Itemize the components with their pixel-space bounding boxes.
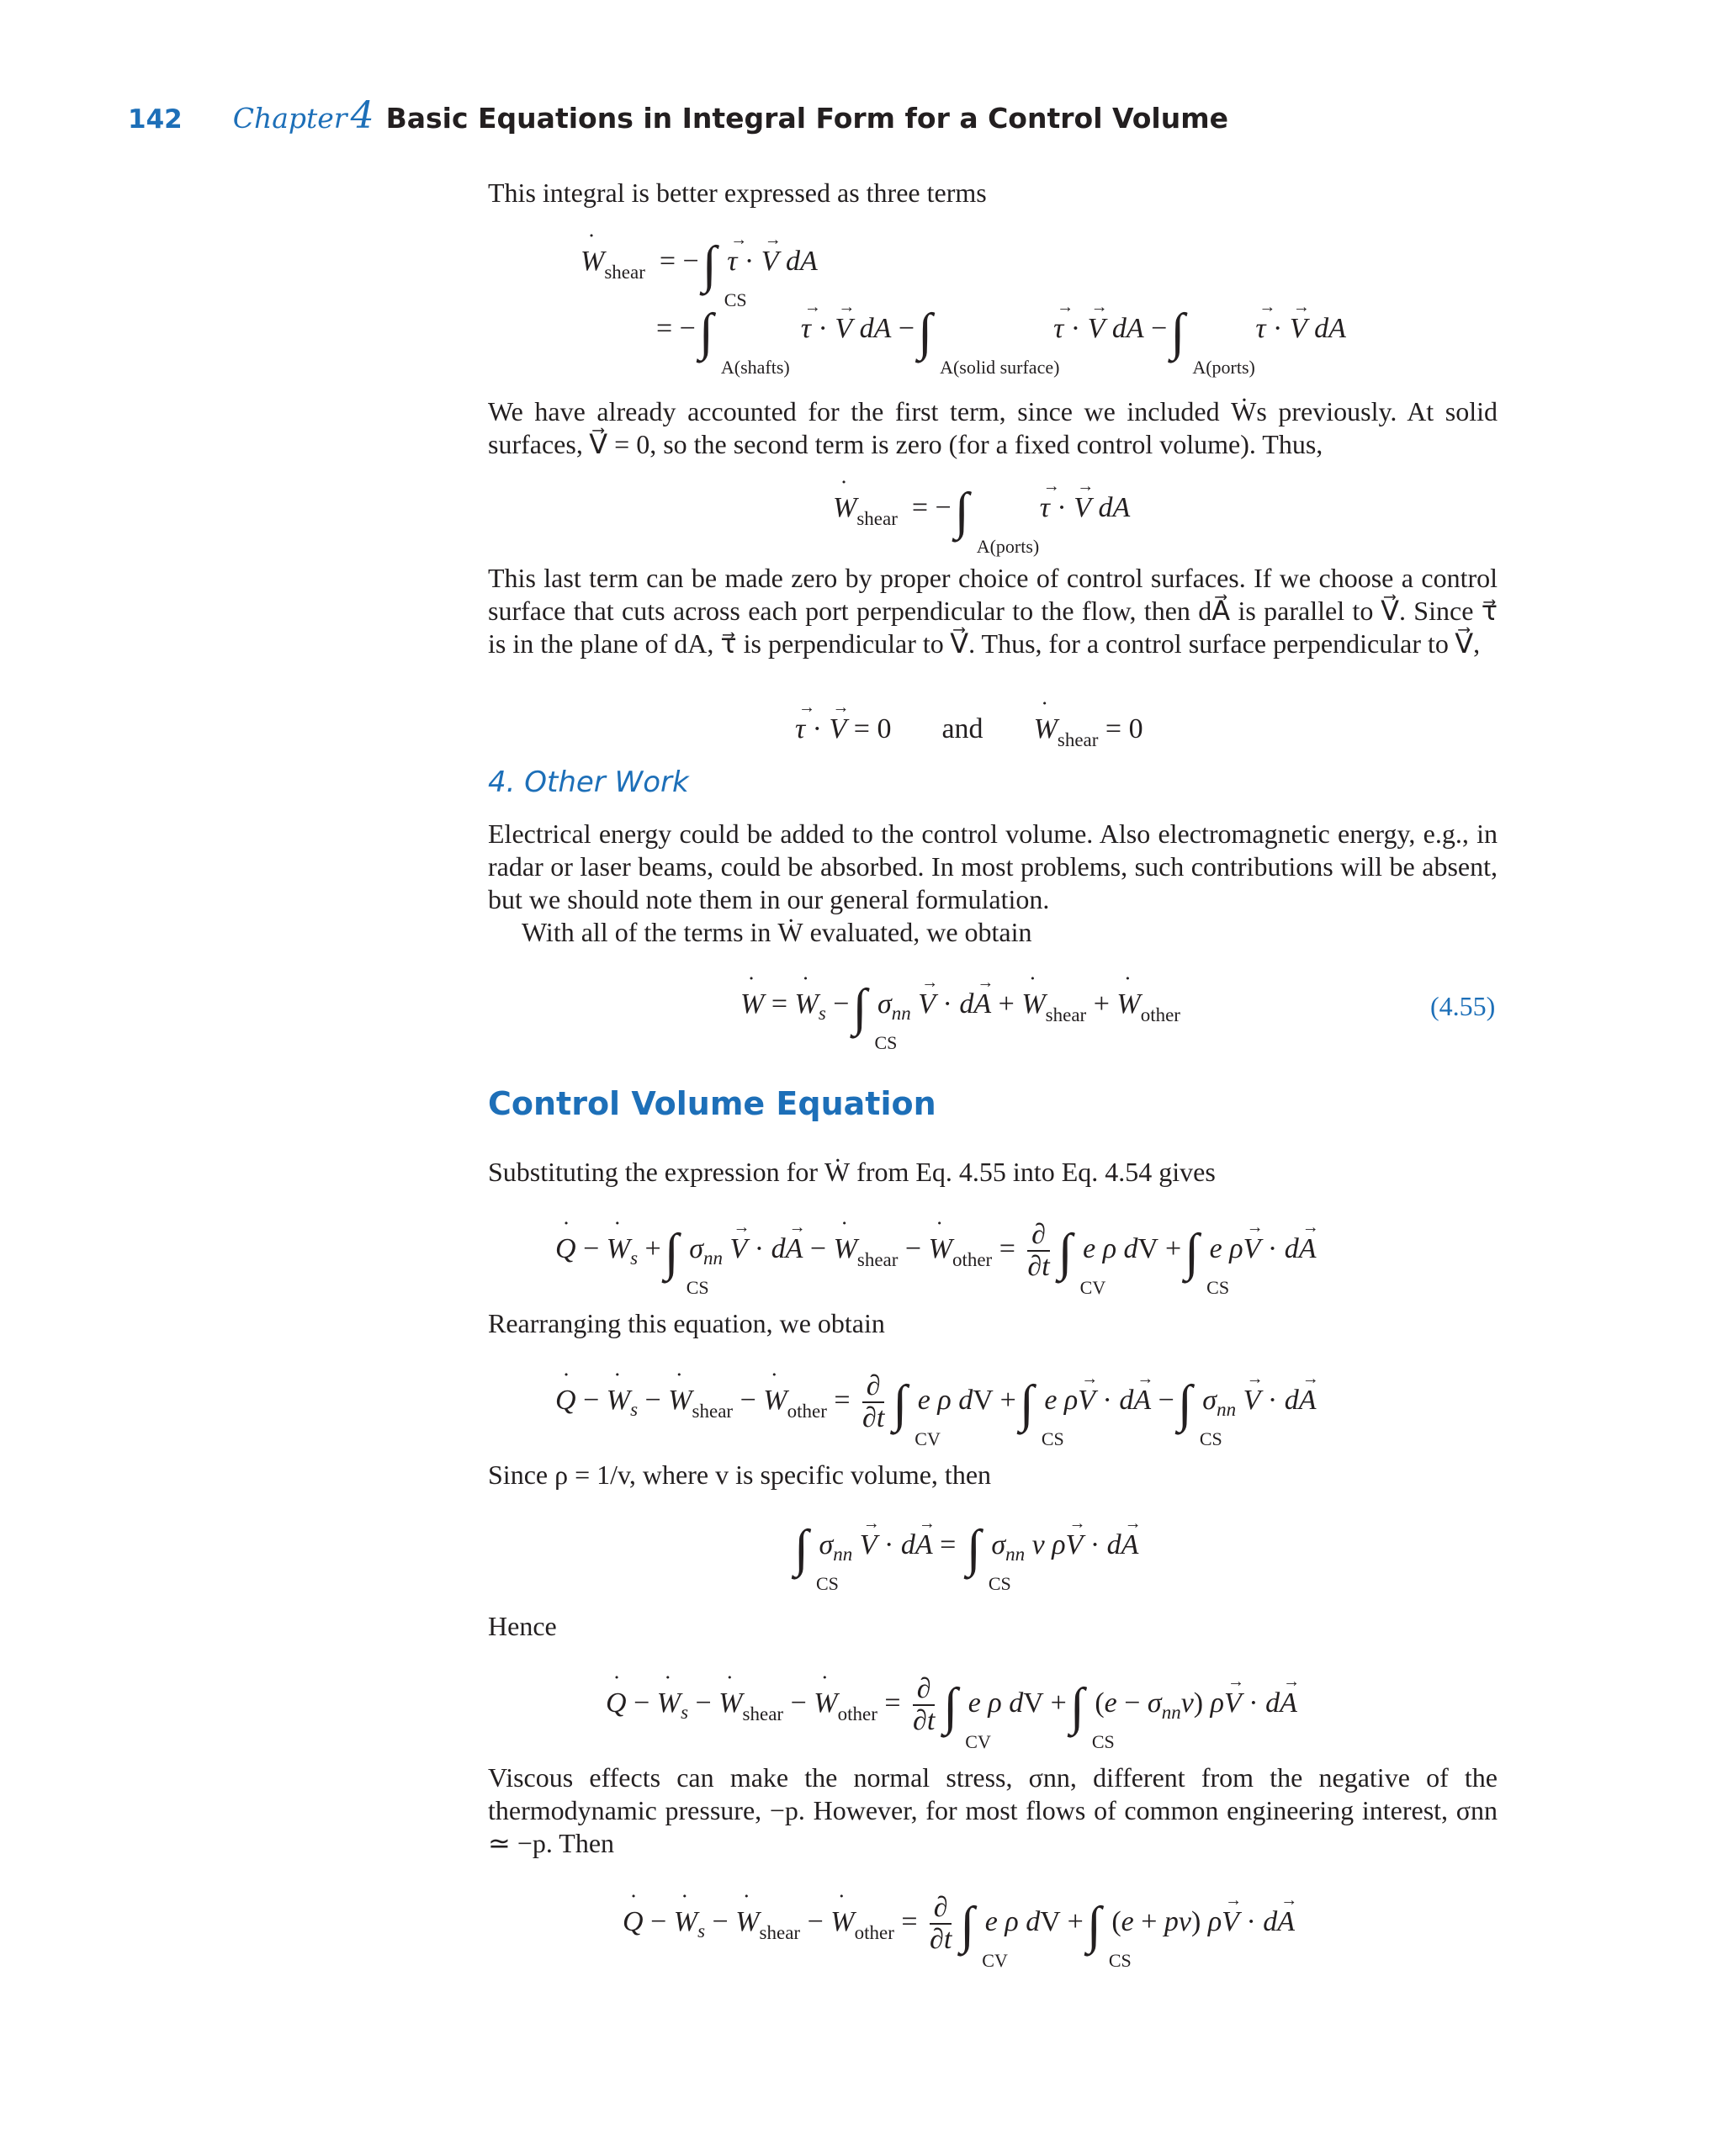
paragraph-first-term xyxy=(488,395,1498,461)
paragraph-specific-volume xyxy=(488,1459,1498,1491)
equation-number: (4.55) xyxy=(1430,991,1496,1021)
paragraph-text: Rearranging this equation, we obtain xyxy=(488,1308,885,1338)
equation-4-55: W ˙ = W $˙_s$ −∫ CS $\sigma_{nn}$ V → · dA → + W $˙_{shear} + W$ $˙_{other}$ xyxy=(740,988,1180,1026)
paragraph-text: We have already accounted for the first term, since we included Ẇs previously. At solid surfaces, V⃗ = 0, so the second term is zero (for a fixed control volume). Thus, xyxy=(488,396,1498,459)
equation-sigma-identity: ∫ CS $\sigma_{nn}$ V → · dA → = ∫ CS $\sigma_{nn}$ v ρV → · dA → xyxy=(791,1529,1138,1565)
paragraph-text: Hence xyxy=(488,1611,557,1641)
equation-wshear-ports: W $˙_{shear}$ = −∫ A(ports) τ → · V → dA xyxy=(833,492,1130,530)
paragraph-text: Substituting the expression for Ẇ from Eq. 4.55 into Eq. 4.54 gives xyxy=(488,1157,1216,1187)
equation-wshear-line2: = −∫ A(shafts) τ → · V → dA −∫ A(solid surface) τ → · V → dA −∫ A(ports) τ → · V → dA xyxy=(656,313,1346,349)
equation-energy-final: Q ˙ − W $˙_s - W$ $˙_{shear} - W$ $˙_{other}$ = $\frac{\partial}{\partial t}$ ∫ CV e ρ dV +∫ CS (e + pv) ρV → · dA → xyxy=(623,1893,1295,1955)
equation-tau-dot-v-zero: τ → · V → = 0 and W $˙_{shear} = 0$ xyxy=(795,713,1143,751)
section-heading: Control Volume Equation xyxy=(488,1085,936,1122)
paragraph-text: Electrical energy could be added to the control volume. Also electromagnetic energy, e.g., in radar or laser beams, could be absorbed. In most problems, such contributions will be absent, but we should note them in our general formulation. xyxy=(488,818,1498,914)
paragraph-control-surface xyxy=(488,562,1498,660)
paragraph-hence xyxy=(488,1610,1498,1643)
chapter-title: Basic Equations in Integral Form for a Control Volume xyxy=(385,102,1228,135)
paragraph-text: This integral is better expressed as three terms xyxy=(488,177,987,208)
paragraph-text: Since ρ = 1/v, where v is specific volume, then xyxy=(488,1459,992,1490)
chapter-label: Chapter xyxy=(232,102,347,135)
paragraph-substituting xyxy=(488,1156,1498,1189)
equation-energy-3: Q ˙ − W $˙_s - W$ $˙_{shear} - W$ $˙_{other}$ = $\frac{\partial}{\partial t}$ ∫ CV e ρ dV +∫ CS $(e - \sigma_{nn}v)$ ρV → · dA → xyxy=(606,1674,1297,1736)
paragraph-text: Viscous effects can make the normal stress, σnn, different from the negative of the thermodynamic pressure, −p. However, for most flows of common engineering interest, σnn ≃ −p. Then xyxy=(488,1762,1498,1858)
paragraph-rearranging xyxy=(488,1307,1498,1340)
subsection-heading: 4. Other Work xyxy=(488,765,689,799)
paragraph-other-work xyxy=(488,818,1498,949)
running-header xyxy=(128,94,1228,136)
equation-energy-1: Q ˙ − W $˙_s$ +∫ CS $\sigma_{nn}$ V → · dA → − W $˙_{shear} - W$ $˙_{other}$ = $\frac{\partial}{\partial t}$ ∫ CV e ρ dV +∫ CS e ρV → · dA → xyxy=(555,1220,1316,1282)
paragraph-intro xyxy=(488,177,1498,209)
chapter-number: 4 xyxy=(350,94,374,137)
page-number: 142 xyxy=(128,104,183,135)
paragraph-text: This last term can be made zero by proper choice of control surfaces. If we choose a control surface that cuts across each port perpendicular to the flow, then dA⃗ is parallel to V⃗. Since τ⃗ is in the plane of dA, τ⃗ is perpendicular to V⃗. Thus, for a control surface perpendicular to V⃗, xyxy=(488,563,1498,659)
equation-energy-2: Q ˙ − W $˙_s - W$ $˙_{shear} - W$ $˙_{other}$ = $\frac{\partial}{\partial t}$ ∫ CV e ρ dV +∫ CS e ρV → · dA → −∫ CS $\sigma_{nn}$ V → · dA → xyxy=(555,1371,1316,1433)
equation-wshear-line1: W $˙_{shear}$ = −∫ CS τ → · V → dA xyxy=(581,246,818,283)
paragraph-viscous xyxy=(488,1761,1498,1860)
paragraph-text: With all of the terms in Ẇ evaluated, we obtain xyxy=(522,917,1032,947)
